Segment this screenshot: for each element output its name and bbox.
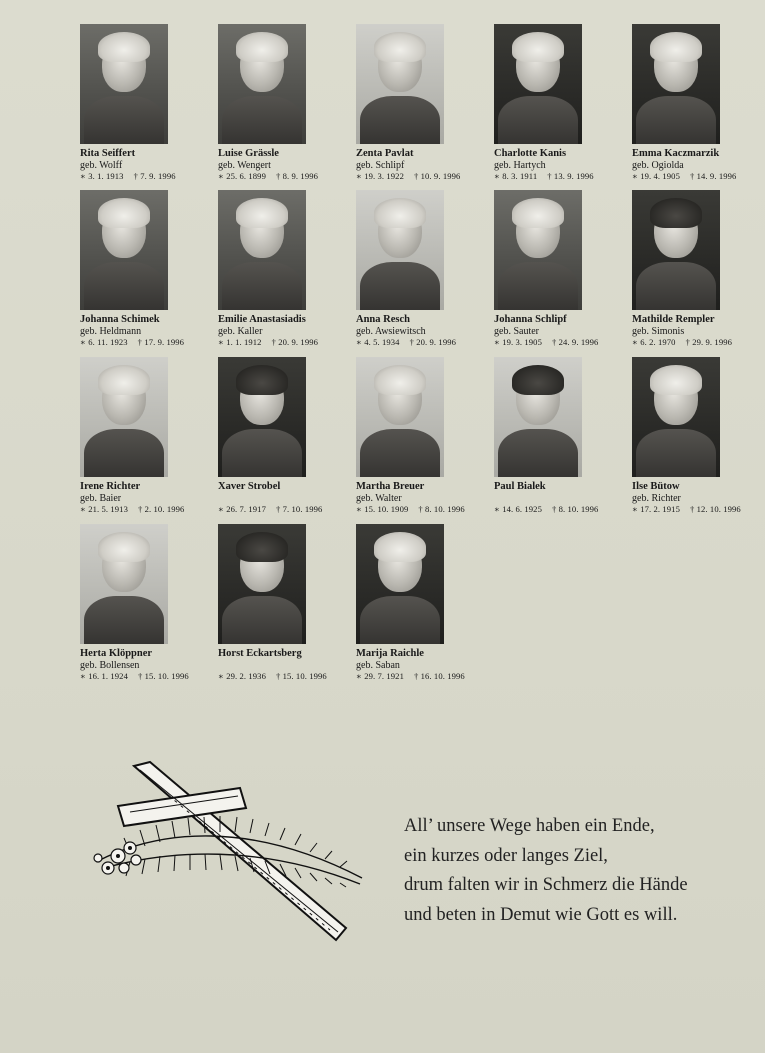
person-name: Anna Resch [356,314,410,325]
portrait-woman-icon [356,190,444,310]
poem-line-4: und beten in Demut wie Gott es will. [404,904,678,925]
died-symbol: † [547,171,552,181]
born-symbol: ∗ [218,671,224,681]
born-symbol: ∗ [218,171,224,181]
portrait-woman-icon [632,24,720,144]
died-symbol: † [275,671,281,681]
born-symbol: ∗ [80,171,86,181]
born-symbol: ∗ [218,337,224,347]
born-symbol: ∗ [494,504,500,514]
born-symbol: ∗ [80,337,86,347]
portrait-woman-icon [356,24,444,144]
person-name: Johanna Schimek [80,314,160,325]
life-dates [494,504,624,515]
birth-date: 3. 1. 1913 [88,171,124,181]
birth-name: geb. Wolff [80,160,123,171]
died-symbol: † [551,504,557,514]
birth-name: geb. Baier [80,493,122,504]
birth-name: geb. Saban [356,660,400,671]
portrait-woman-icon [80,357,168,477]
death-date: 2. 10. 1996 [144,504,185,514]
birth-name: geb. Simonis [632,326,685,337]
portrait-woman-icon [632,357,720,477]
death-date: 14. 9. 1996 [696,171,737,181]
death-date: 20. 9. 1996 [278,337,319,347]
birth-date: 21. 5. 1913 [88,504,128,514]
born-symbol: ∗ [632,337,638,347]
cross-with-palm-frond-icon [90,760,370,945]
birth-date: 15. 10. 1909 [364,504,409,514]
birth-name [218,493,348,504]
obituary-card [494,190,624,348]
born-symbol: ∗ [218,504,224,514]
died-symbol: † [275,504,281,514]
person-name: Xaver Strobel [218,481,281,492]
person-name: Luise Grässle [218,148,279,159]
person-name: Martha Breuer [356,481,425,492]
birth-date: 1. 1. 1912 [226,337,262,347]
person-name: Johanna Schlipf [494,314,567,325]
portrait-woman-icon [494,24,582,144]
birth-name: geb. Richter [632,493,681,504]
portrait-man-icon [218,524,306,644]
person-name: Irene Richter [80,481,141,492]
obituary-card [80,24,210,182]
portrait-woman-icon [356,357,444,477]
died-symbol: † [685,337,690,347]
obituary-card [218,357,348,515]
portrait-man-icon [494,357,582,477]
died-symbol: † [137,337,143,347]
death-date: 8. 10. 1996 [425,504,465,514]
obituary-card [632,24,762,182]
died-symbol: † [689,504,695,514]
life-dates [632,337,762,348]
person-name: Charlotte Kanis [494,148,567,159]
obituary-card [218,24,348,182]
life-dates [218,171,348,182]
life-dates [632,171,762,182]
birth-date: 19. 3. 1905 [502,337,542,347]
birth-date: 29. 7. 1921 [364,671,404,681]
portrait-woman-icon [80,24,168,144]
portrait-woman-icon [356,524,444,644]
life-dates [218,671,348,682]
birth-name [218,660,348,671]
born-symbol: ∗ [494,337,500,347]
death-date: 15. 10. 1996 [144,671,189,681]
birth-name: geb. Hartych [494,160,546,171]
obituary-card [80,190,210,348]
person-name: Zenta Pavlat [356,148,414,159]
obituary-card [356,190,486,348]
obituary-card [632,357,762,515]
death-date: 16. 10. 1996 [420,671,465,681]
person-name: Emma Kaczmarzik [632,148,720,159]
died-symbol: † [689,171,695,181]
life-dates [80,337,210,348]
obituary-card [218,190,348,348]
life-dates [80,171,210,182]
person-name: Marija Raichle [356,648,424,659]
life-dates [356,171,486,182]
birth-date: 6. 2. 1970 [640,337,676,347]
died-symbol: † [275,171,281,181]
born-symbol: ∗ [80,504,86,514]
died-symbol: † [551,337,557,347]
birth-date: 19. 4. 1905 [640,171,680,181]
portrait-woman-icon [218,190,306,310]
poem-line-1: All’ unsere Wege haben ein Ende, [404,816,655,836]
birth-name: geb. Ogiolda [632,160,684,171]
born-symbol: ∗ [356,671,362,681]
birth-date: 17. 2. 1915 [640,504,680,514]
birth-date: 6. 11. 1923 [88,337,128,347]
death-date: 24. 9. 1996 [558,337,599,347]
obituary-card [356,357,486,515]
birth-date: 14. 6. 1925 [502,504,542,514]
portrait-man-icon [218,357,306,477]
birth-date: 16. 1. 1924 [88,671,128,681]
person-name: Horst Eckartsberg [218,648,302,659]
birth-name: geb. Heldmann [80,326,142,337]
poem-line-3: drum falten wir in Schmerz die Hände [404,875,688,895]
person-name: Rita Seiffert [80,148,136,159]
life-dates [356,504,486,515]
life-dates [494,337,624,348]
life-dates [218,504,348,515]
died-symbol: † [271,337,276,347]
life-dates [80,671,210,682]
life-dates [356,671,486,682]
born-symbol: ∗ [356,504,362,514]
death-date: 29. 9. 1996 [692,337,733,347]
birth-date: 26. 7. 1917 [226,504,266,514]
birth-name: geb. Schlipf [356,160,405,171]
died-symbol: † [418,504,423,514]
obituary-card [356,24,486,182]
death-date: 7. 9. 1996 [140,171,176,181]
born-symbol: ∗ [80,671,86,681]
obituary-card [494,357,624,515]
death-date: 8. 10. 1996 [558,504,599,514]
portrait-woman-icon [218,24,306,144]
death-date: 15. 10. 1996 [282,671,327,681]
person-name: Mathilde Rempler [632,314,715,325]
poem-line-2: ein kurzes oder langes Ziel, [404,845,608,866]
birth-name: geb. Sauter [494,326,539,337]
born-symbol: ∗ [632,504,638,514]
life-dates [80,504,210,515]
portrait-woman-icon [80,524,168,644]
died-symbol: † [409,337,414,347]
birth-date: 19. 3. 1922 [364,171,404,181]
death-date: 8. 9. 1996 [282,171,319,181]
born-symbol: ∗ [632,171,638,181]
life-dates [356,337,486,348]
obituary-card [356,524,486,682]
birth-name: geb. Walter [356,493,402,504]
birth-date: 29. 2. 1936 [226,671,266,681]
portrait-woman-icon [80,190,168,310]
born-symbol: ∗ [356,337,362,347]
death-date: 13. 9. 1996 [553,171,594,181]
memorial-poem [404,812,744,930]
life-dates [494,171,624,182]
birth-name [494,493,624,504]
died-symbol: † [137,504,143,514]
obituary-card [80,357,210,515]
birth-date: 25. 6. 1899 [226,171,266,181]
person-name: Ilse Bütow [632,481,680,492]
birth-date: 8. 3. 1911 [502,171,538,181]
life-dates [632,504,762,515]
obituary-card [80,524,210,682]
birth-name: geb. Awsiewitsch [356,326,426,337]
died-symbol: † [137,671,143,681]
death-date: 20. 9. 1996 [416,337,457,347]
portrait-woman-icon [632,190,720,310]
died-symbol: † [413,171,419,181]
born-symbol: ∗ [356,171,362,181]
died-symbol: † [413,671,419,681]
died-symbol: † [133,171,138,181]
obituary-card [632,190,762,348]
person-name: Herta Klöppner [80,648,153,659]
birth-name: geb. Wengert [218,160,271,171]
death-date: 12. 10. 1996 [696,504,741,514]
person-name: Paul Bialek [494,481,546,492]
death-date: 10. 9. 1996 [420,171,461,181]
obituary-card [494,24,624,182]
birth-name: geb. Kaller [218,326,263,337]
portrait-woman-icon [494,190,582,310]
life-dates [218,337,348,348]
death-date: 17. 9. 1996 [144,337,185,347]
person-name: Emilie Anastasiadis [218,314,306,325]
birth-name: geb. Bollensen [80,660,140,671]
death-date: 7. 10. 1996 [282,504,323,514]
obituary-card [218,524,348,682]
born-symbol: ∗ [494,171,500,181]
birth-date: 4. 5. 1934 [364,337,400,347]
